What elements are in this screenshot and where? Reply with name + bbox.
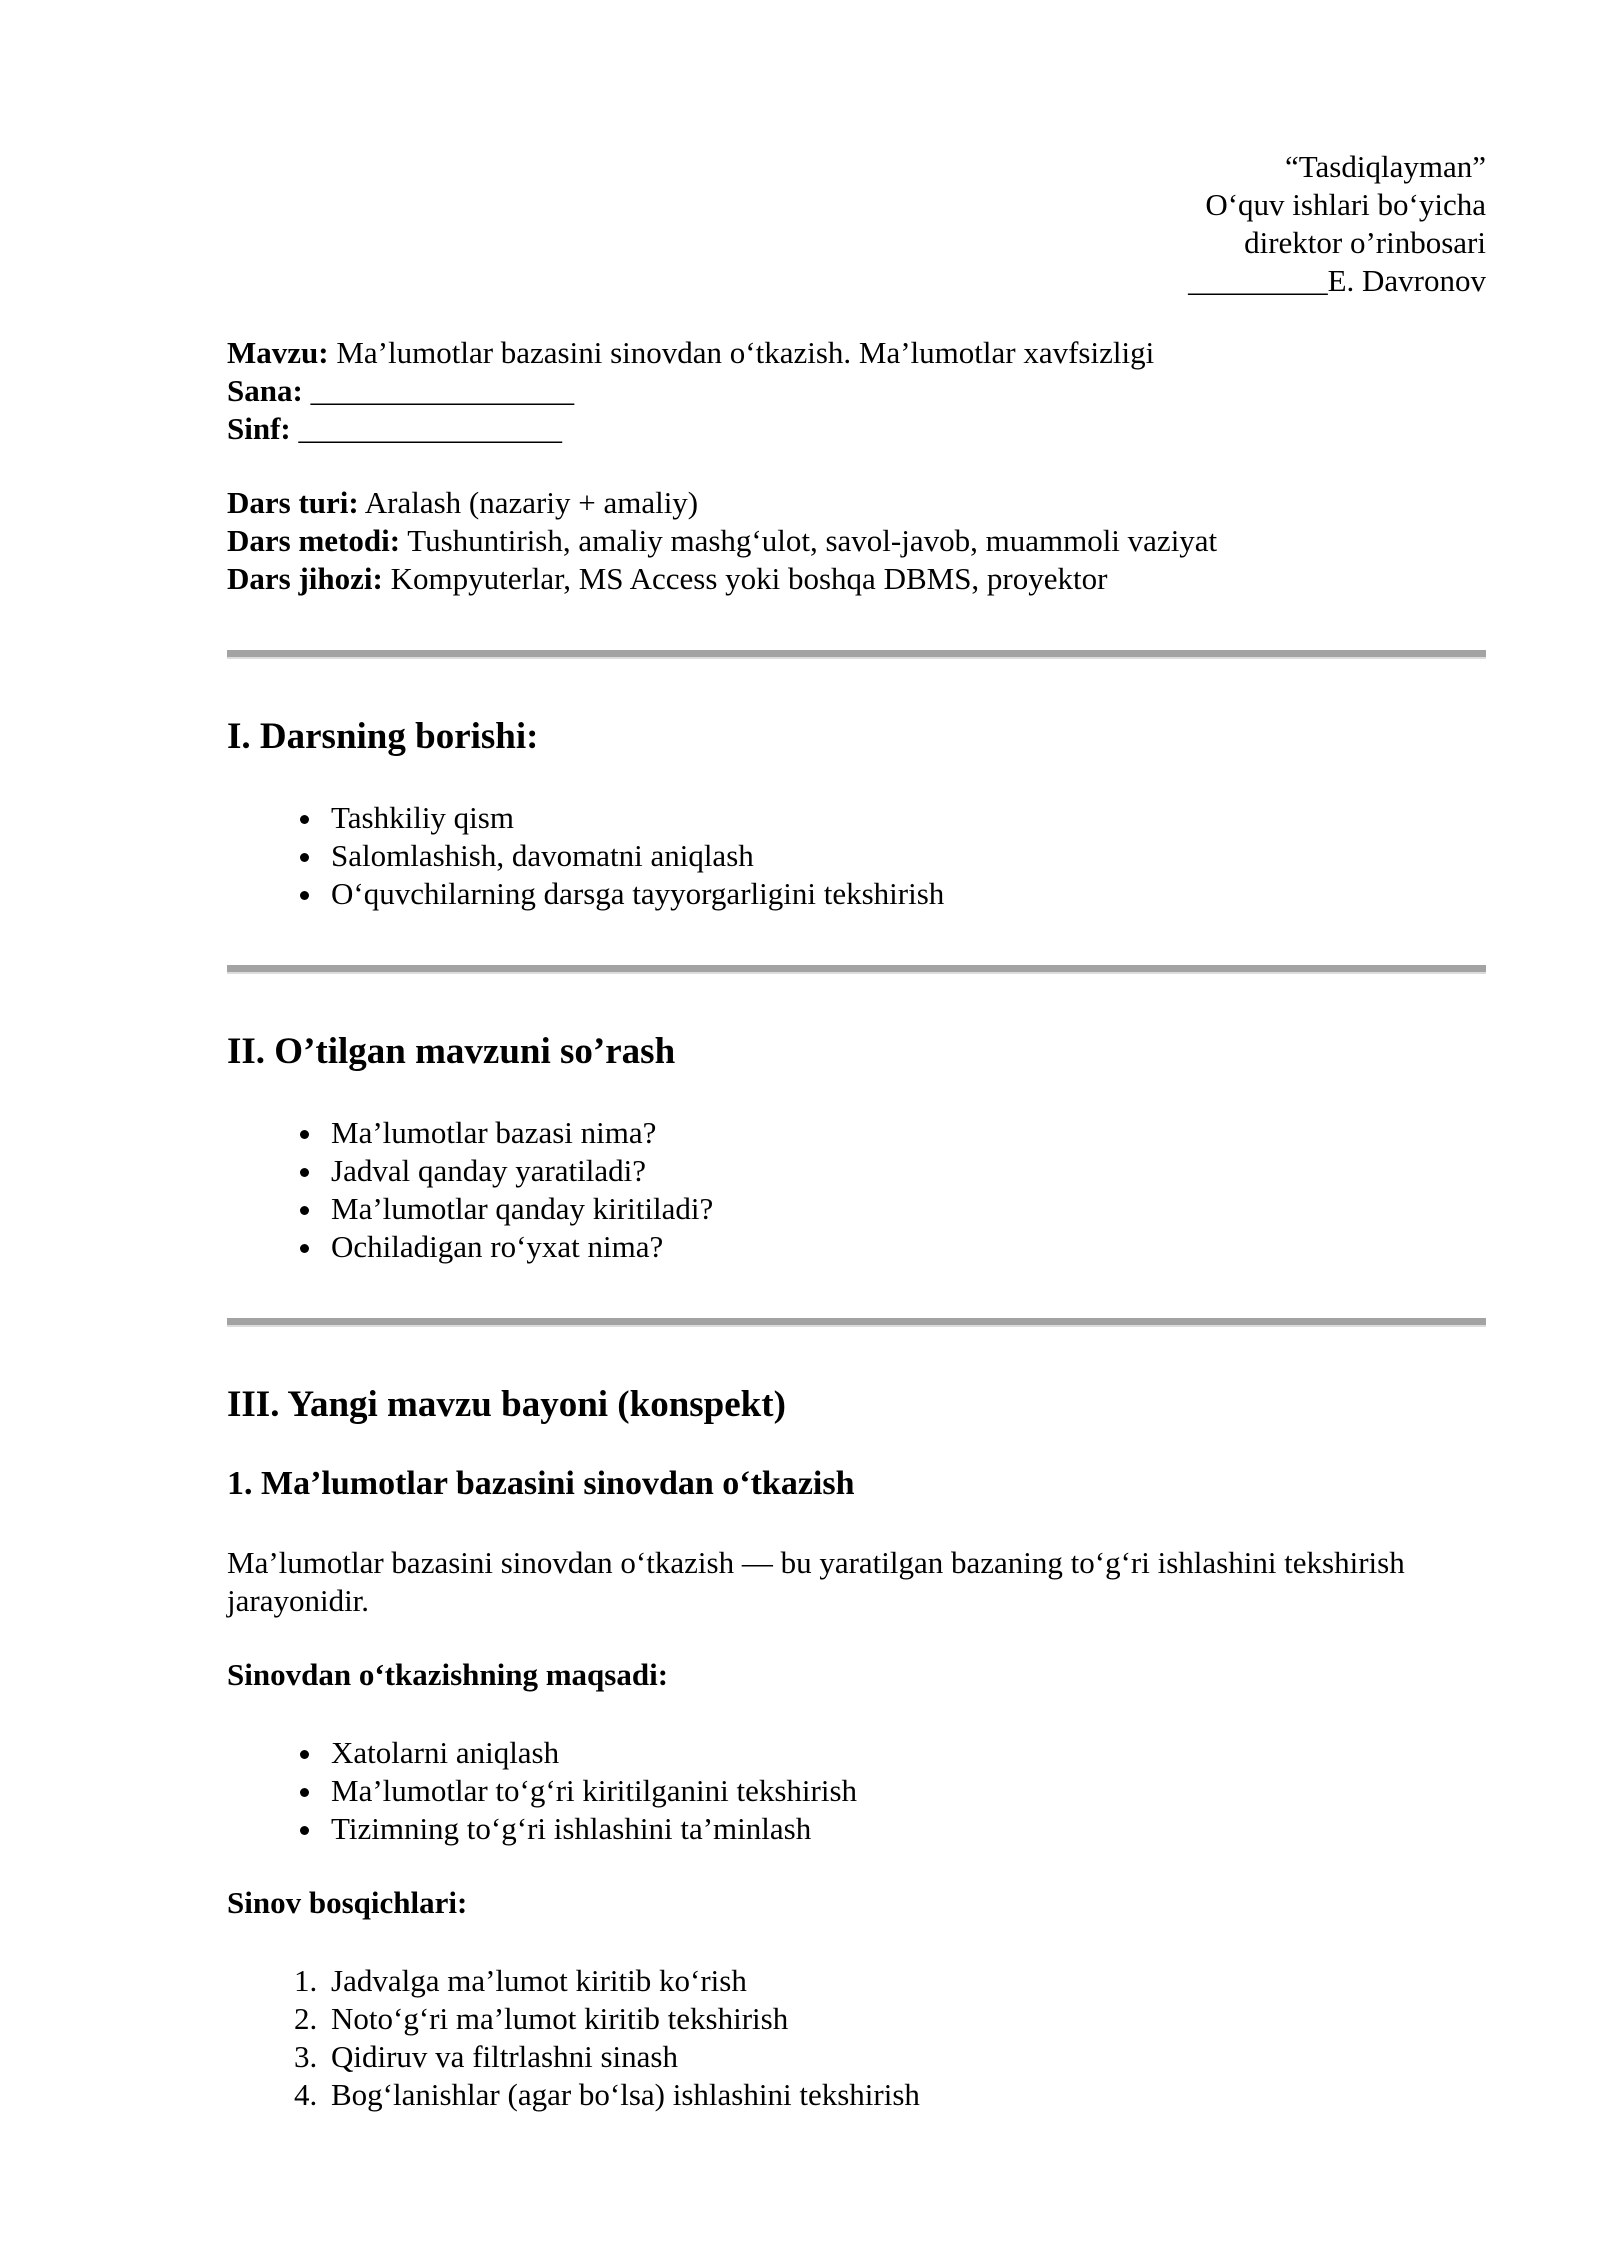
section-2-list	[227, 1114, 1486, 1266]
section-3-paragraph: Ma’lumotlar bazasini sinovdan o‘tkazish — bu yaratilgan bazaning to‘g‘ri ishlashini tekshirish jarayonidir.	[227, 1545, 1405, 1618]
bosqich-title: Sinov bosqichlari:	[227, 1885, 468, 1920]
list-item: • Tashkiliy qism	[325, 799, 1486, 837]
approval-block	[227, 148, 1486, 300]
section-1-title: I. Darsning borishi:	[227, 716, 539, 757]
list-item: 3. Qidiruv va filtrlashni sinash	[325, 2038, 1486, 2076]
dars-jihozi-line	[227, 560, 1486, 598]
list-item: • Jadval qanday yaratiladi?	[325, 1152, 1486, 1190]
section-3-title: III. Yangi mavzu bayoni (konspekt)	[227, 1384, 786, 1425]
section-1-list	[227, 799, 1486, 913]
sana-label: Sana:	[227, 373, 303, 408]
lesson-details-block	[227, 484, 1486, 598]
sinf-line	[227, 410, 1486, 448]
section-divider-1	[227, 650, 1486, 659]
dars-turi-value: Aralash (nazariy + amaliy)	[358, 485, 699, 520]
approval-line-signature: _________E. Davronov	[1188, 263, 1486, 298]
sinf-label: Sinf:	[227, 411, 291, 446]
approval-line-direktor: direktor o’rinbosari	[1244, 225, 1486, 260]
mavzu-label: Mavzu:	[227, 335, 329, 370]
list-item: • Xatolarni aniqlash	[325, 1734, 1486, 1772]
section-divider-3	[227, 1318, 1486, 1327]
list-item: 1. Jadvalga ma’lumot kiritib ko‘rish	[325, 1962, 1486, 2000]
dars-turi-label: Dars turi:	[227, 485, 359, 520]
list-item: • Tizimning to‘g‘ri ishlashini ta’minlash	[325, 1810, 1486, 1848]
list-item: • Ochiladigan ro‘yxat nima?	[325, 1228, 1486, 1266]
lesson-meta-block	[227, 334, 1486, 448]
section-2-title: II. O’tilgan mavzuni so’rash	[227, 1031, 676, 1072]
dars-metodi-line	[227, 522, 1486, 560]
approval-line-tasdiqlayman: “Tasdiqlayman”	[1285, 149, 1486, 184]
sinf-value: _________________	[290, 411, 562, 446]
section-divider-2	[227, 965, 1486, 974]
list-item: • O‘quvchilarning darsga tayyorgarligini tekshirish	[325, 875, 1486, 913]
dars-metodi-value: Tushuntirish, amaliy mashg‘ulot, savol-javob, muammoli vaziyat	[400, 523, 1218, 558]
dars-jihozi-value: Kompyuterlar, MS Access yoki boshqa DBMS, proyektor	[382, 561, 1108, 596]
list-item: 2. Noto‘g‘ri ma’lumot kiritib tekshirish	[325, 2000, 1486, 2038]
sana-line	[227, 372, 1486, 410]
list-item: • Salomlashish, davomatni aniqlash	[325, 837, 1486, 875]
mavzu-value: Ma’lumotlar bazasini sinovdan o‘tkazish. Ma’lumotlar xavfsizligi	[328, 335, 1155, 370]
approval-line-oquv-ishlari: O‘quv ishlari bo‘yicha	[1205, 187, 1486, 222]
section-3-subtitle: 1. Ma’lumotlar bazasini sinovdan o‘tkazish	[227, 1465, 855, 1502]
maqsad-title: Sinovdan o‘tkazishning maqsadi:	[227, 1657, 669, 1692]
dars-jihozi-label: Dars jihozi:	[227, 561, 383, 596]
list-item: • Ma’lumotlar to‘g‘ri kiritilganini tekshirish	[325, 1772, 1486, 1810]
sana-value: _________________	[302, 373, 575, 408]
maqsad-list	[227, 1734, 1486, 1848]
list-item: 4. Bog‘lanishlar (agar bo‘lsa) ishlashini tekshirish	[325, 2076, 1486, 2114]
list-item: • Ma’lumotlar bazasi nima?	[325, 1114, 1486, 1152]
list-item: • Ma’lumotlar qanday kiritiladi?	[325, 1190, 1486, 1228]
dars-metodi-label: Dars metodi:	[227, 523, 401, 558]
dars-turi-line	[227, 484, 1486, 522]
bosqich-list	[227, 1962, 1486, 2114]
mavzu-line	[227, 334, 1486, 372]
